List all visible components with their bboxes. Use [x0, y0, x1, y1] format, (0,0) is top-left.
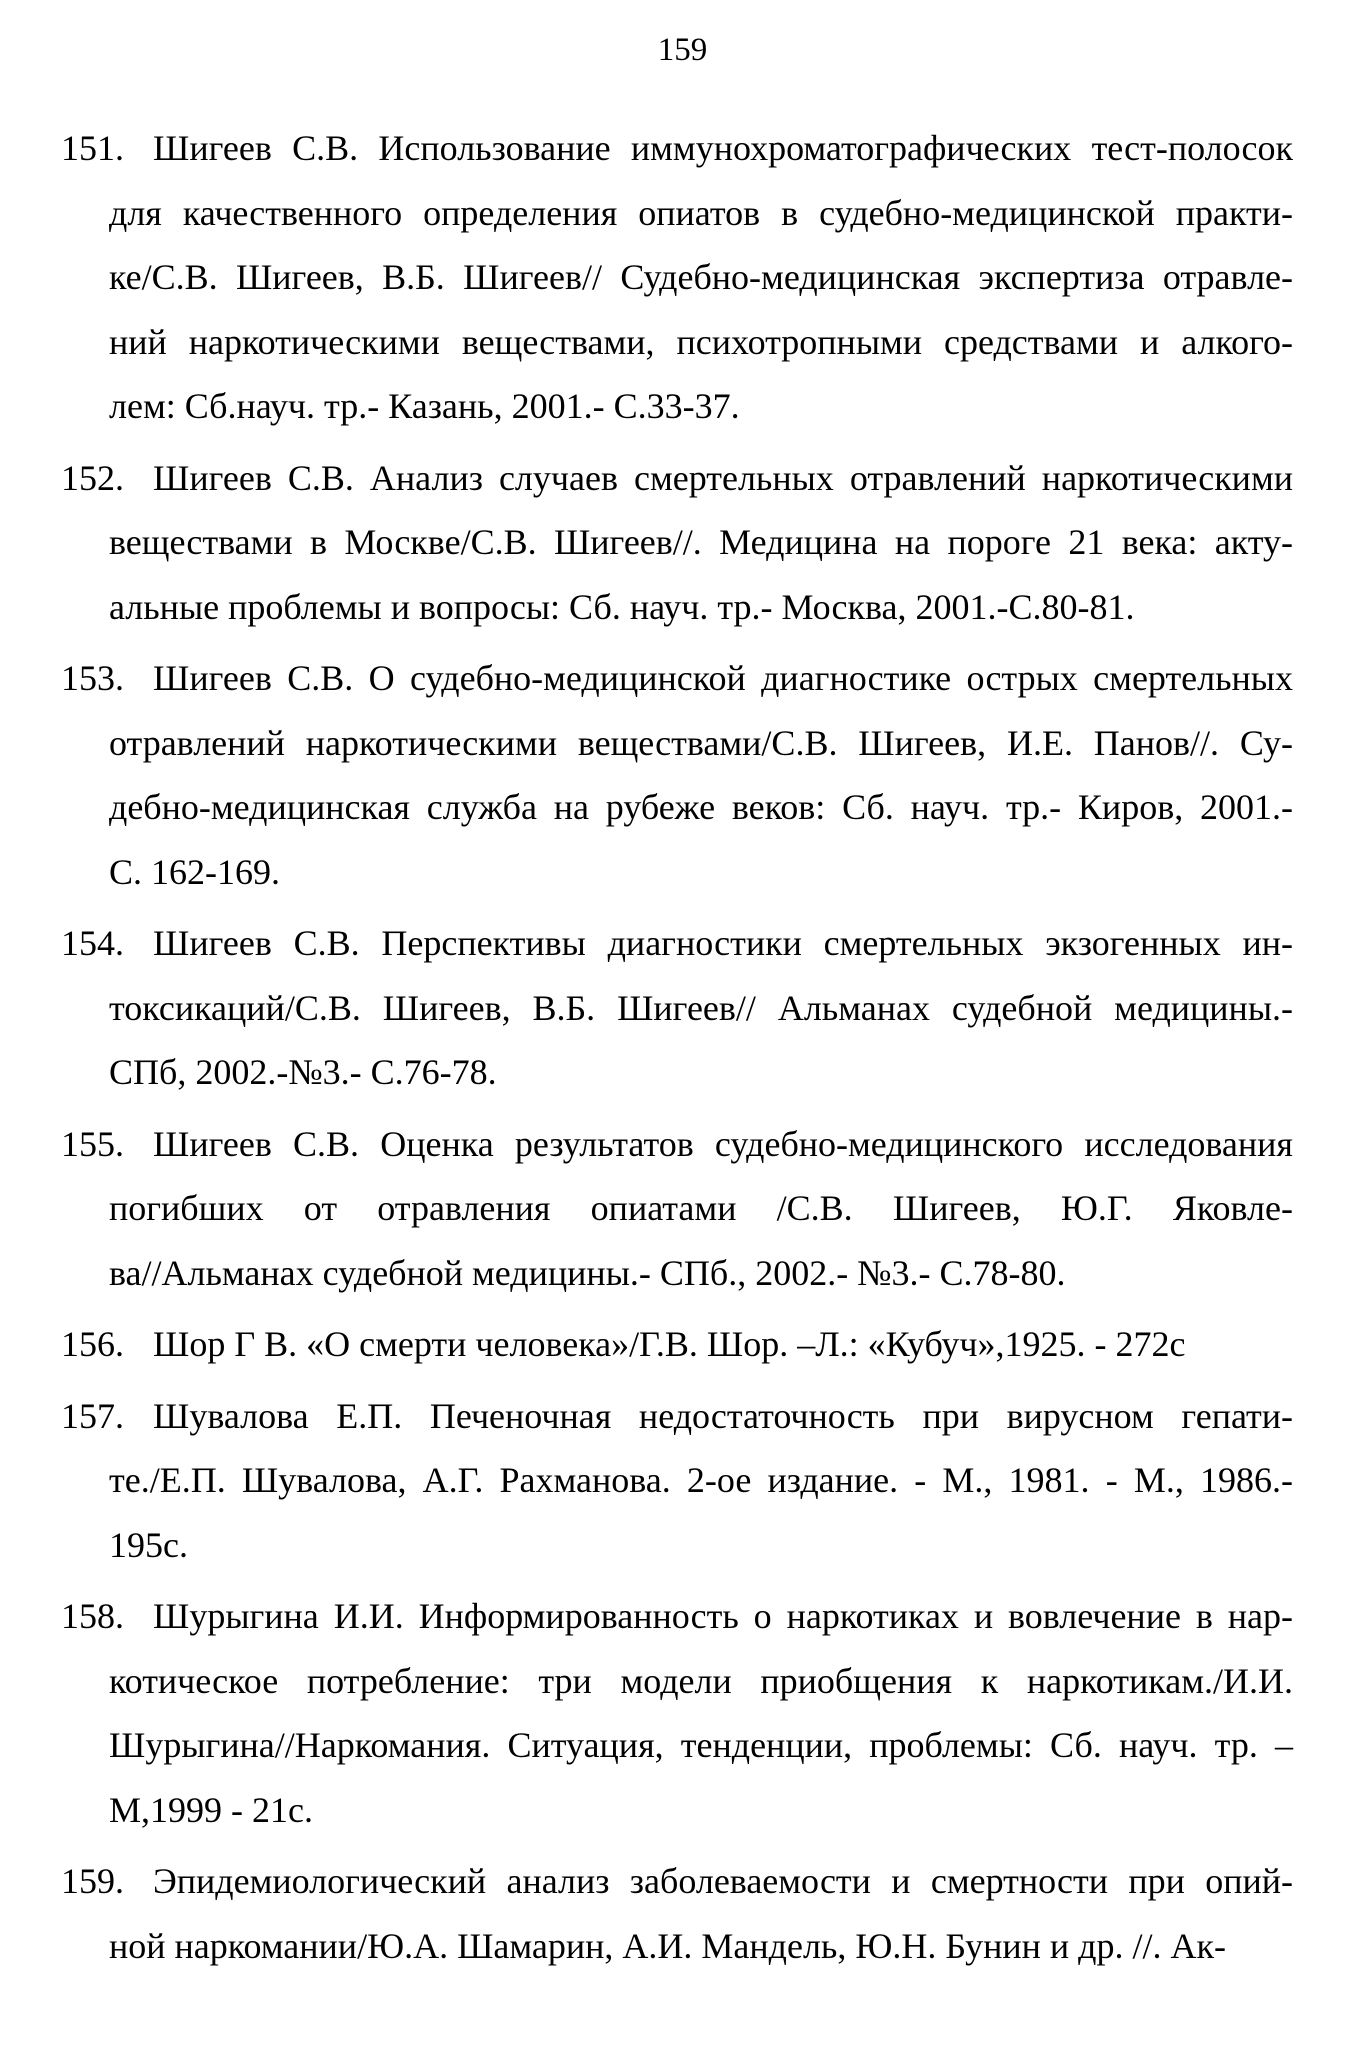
reference-text-line: отравлений наркотическими веществами/С.В. Шигеев, И.Е. Панов//. Су-: [109, 722, 1293, 763]
reference-text-line: Шор Г В. «О смерти человека»/Г.В. Шор. –Л.: «Кубуч»,1925. - 272с: [153, 1324, 1186, 1364]
reference-text-line: Шигеев С.В. Оценка результатов судебно-медицинского исследования: [153, 1123, 1293, 1164]
reference-text-line: погибших от отравления опиатами /С.В. Шигеев, Ю.Г. Яковле-: [109, 1188, 1293, 1228]
reference-list: [61, 116, 1293, 1985]
reference-item: [61, 911, 1293, 1105]
reference-text-line: ке/С.В. Шигеев, В.Б. Шигеев// Судебно-медицинская экспертиза отравле-: [109, 257, 1293, 297]
reference-text-line: Шурыгина//Наркомания. Ситуация, тенденции, проблемы: Сб. науч. тр. –: [109, 1725, 1293, 1765]
reference-text-line: СПб, 2002.-№3.- С.76-78.: [109, 1052, 497, 1092]
reference-text-line: М,1999 - 21с.: [109, 1789, 313, 1830]
reference-number: 151.: [61, 128, 124, 168]
reference-number: 152.: [61, 457, 124, 498]
reference-text-line: Эпидемиологический анализ заболеваемости и смертности при опий-: [153, 1861, 1293, 1901]
reference-text-line: Шигеев С.В. Использование иммунохроматографических тест-полосок: [153, 128, 1293, 168]
reference-text-line: дебно-медицинская служба на рубеже веков: Сб. науч. тр.- Киров, 2001.-: [109, 787, 1293, 827]
reference-text-line: веществами в Москве/С.В. Шигеев//. Медицина на пороге 21 века: акту-: [109, 522, 1293, 562]
reference-text-line: токсикаций/С.В. Шигеев, В.Б. Шигеев// Альманах судебной медицины.-: [109, 987, 1293, 1028]
reference-item: [61, 1849, 1293, 1978]
reference-text-line: С. 162-169.: [109, 851, 280, 892]
reference-text-line: те./Е.П. Шувалова, А.Г. Рахманова. 2-ое издание. - М., 1981. - М., 1986.-: [109, 1460, 1293, 1500]
reference-number: 156.: [61, 1324, 124, 1364]
reference-text-line: альные проблемы и вопросы: Сб. науч. тр.- Москва, 2001.-С.80-81.: [109, 586, 1135, 627]
reference-number: 159.: [61, 1861, 124, 1901]
reference-number: 153.: [61, 658, 124, 698]
reference-text-line: Шувалова Е.П. Печеночная недостаточность при вирусном гепати-: [153, 1395, 1293, 1436]
reference-text-line: Шигеев С.В. О судебно-медицинской диагностике острых смертельных: [153, 658, 1293, 698]
reference-number: 157.: [61, 1395, 124, 1436]
reference-item: [61, 646, 1293, 904]
reference-text-line: ний наркотическими веществами, психотропными средствами и алкого-: [109, 321, 1293, 362]
reference-item: [61, 1384, 1293, 1578]
reference-text-line: лем: Сб.науч. тр.- Казань, 2001.- С.33-37.: [109, 386, 740, 426]
reference-text-line: для качественного определения опиатов в судебно-медицинской практи-: [109, 192, 1293, 233]
page-number: 159: [657, 32, 708, 68]
reference-item: [61, 1112, 1293, 1306]
reference-item: [61, 1312, 1293, 1377]
reference-text-line: ной наркомании/Ю.А. Шамарин, А.И. Мандель, Ю.Н. Бунин и др. //. Ак-: [109, 1925, 1226, 1966]
reference-item: [61, 1584, 1293, 1842]
reference-text-line: Шурыгина И.И. Информированность о наркотиках и вовлечение в нар-: [153, 1596, 1293, 1636]
reference-text-line: ва//Альманах судебной медицины.- СПб., 2002.- №3.- С.78-80.: [109, 1252, 1066, 1293]
reference-number: 158.: [61, 1596, 124, 1636]
reference-item: [61, 116, 1293, 439]
reference-text-line: 195с.: [109, 1524, 188, 1565]
reference-text-line: Шигеев С.В. Анализ случаев смертельных отравлений наркотическими: [153, 457, 1293, 498]
reference-number: 155.: [61, 1123, 124, 1164]
reference-text-line: котическое потребление: три модели приобщения к наркотикам./И.И.: [109, 1660, 1293, 1701]
reference-item: [61, 446, 1293, 640]
reference-number: 154.: [61, 923, 124, 963]
reference-text-line: Шигеев С.В. Перспективы диагностики смертельных экзогенных ин-: [153, 923, 1293, 963]
